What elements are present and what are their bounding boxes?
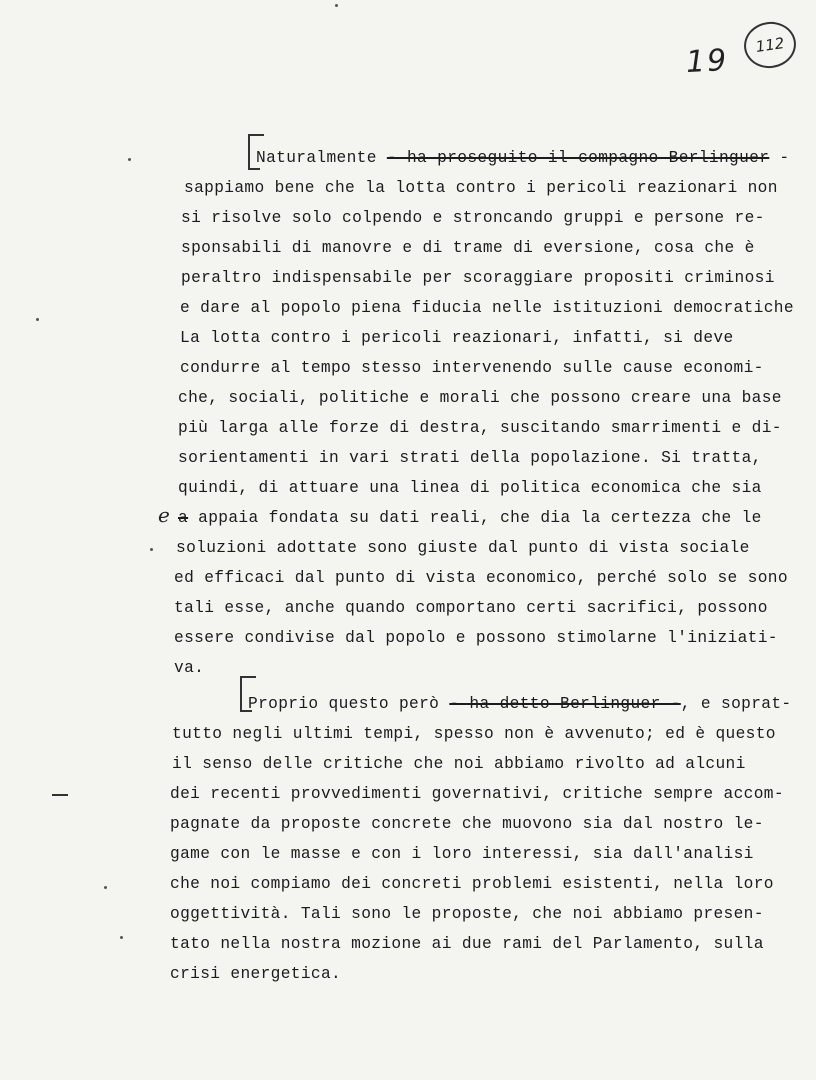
paragraph-2-line-4: dei recenti provvedimenti governativi, critiche sempre accom- xyxy=(170,785,784,803)
paragraph-1-line-13 xyxy=(178,508,762,528)
paragraph-1-line-12: quindi, di attuare una linea di politica economica che sia xyxy=(178,479,762,497)
paragraph-2-line-10: crisi energetica. xyxy=(170,965,342,983)
paragraph-1-line-17: essere condivise dal popolo e possono stimolarne l'iniziati- xyxy=(174,629,778,647)
paragraph-1-line-2: sappiamo bene che la lotta contro i pericoli reazionari non xyxy=(184,179,778,197)
handwritten-page-number: 19 xyxy=(685,42,730,81)
paragraph-2-line-5: pagnate da proposte concrete che muovono sia dal nostro le- xyxy=(170,815,764,833)
paragraph-1-line-14: soluzioni adottate sono giuste dal punto di vista sociale xyxy=(176,539,750,557)
paragraph-1-line-6: e dare al popolo piena fiducia nelle istituzioni democratiche xyxy=(180,299,794,317)
paragraph-2-continuation: , e soprat- xyxy=(680,695,792,713)
struck-character: a xyxy=(178,509,189,527)
scan-speck xyxy=(128,158,131,161)
paragraph-1-line-13-text: appaia fondata su dati reali, che dia la certezza che le xyxy=(198,509,762,527)
scan-speck xyxy=(120,936,123,939)
paragraph-2-line-8: oggettività. Tali sono le proposte, che noi abbiamo presen- xyxy=(170,905,764,923)
struck-attribution-2: - ha detto Berlinguer - xyxy=(449,695,681,713)
paragraph-1-dash: - xyxy=(779,149,790,167)
scan-speck xyxy=(104,886,107,889)
paragraph-1-start: Naturalmente xyxy=(256,149,377,167)
paragraph-1-line-16: tali esse, anche quando comportano certi sacrifici, possono xyxy=(174,599,768,617)
paragraph-1-line-9: che, sociali, politiche e morali che possono creare una base xyxy=(178,389,782,407)
archive-number-text: 112 xyxy=(754,34,786,56)
paragraph-1-line-18: va. xyxy=(174,659,205,677)
paragraph-1-line-10: più larga alle forze di destra, suscitando smarrimenti e di- xyxy=(178,419,782,437)
paragraph-1-line-3: si risolve solo colpendo e stroncando gruppi e persone re- xyxy=(181,209,765,227)
paragraph-1-line-15: ed efficaci dal punto di vista economico, perché solo se sono xyxy=(174,569,788,587)
paragraph-2-line-9: tato nella nostra mozione ai due rami del Parlamento, sulla xyxy=(170,935,764,953)
paragraph-2-line-1 xyxy=(248,694,792,714)
paragraph-1-line-8: condurre al tempo stesso intervenendo sulle cause economi- xyxy=(180,359,764,377)
scan-speck xyxy=(335,4,338,7)
paragraph-2-start: Proprio questo però xyxy=(248,695,440,713)
handwritten-insert-e: e xyxy=(158,503,170,527)
struck-attribution: - ha proseguito il compagno Berlinguer xyxy=(386,149,770,167)
scan-speck xyxy=(36,318,39,321)
paragraph-1-line-1 xyxy=(256,148,789,168)
paragraph-2-line-2: tutto negli ultimi tempi, spesso non è avvenuto; ed è questo xyxy=(172,725,776,743)
paragraph-1-line-4: sponsabili di manovre e di trame di eversione, cosa che è xyxy=(181,239,755,257)
paragraph-2-line-6: game con le masse e con i loro interessi, sia dall'analisi xyxy=(170,845,754,863)
paragraph-1-line-11: sorientamenti in vari strati della popolazione. Si tratta, xyxy=(178,449,762,467)
paragraph-2-line-3: il senso delle critiche che noi abbiamo rivolto ad alcuni xyxy=(172,755,746,773)
paragraph-1-line-7: La lotta contro i pericoli reazionari, infatti, si deve xyxy=(180,329,734,347)
scan-speck xyxy=(150,548,153,551)
paragraph-1-line-5: peraltro indispensabile per scoraggiare propositi criminosi xyxy=(181,269,775,287)
paragraph-2-line-7: che noi compiamo dei concreti problemi esistenti, nella loro xyxy=(170,875,774,893)
margin-dash-mark xyxy=(52,794,68,796)
circled-archive-number xyxy=(741,19,799,72)
